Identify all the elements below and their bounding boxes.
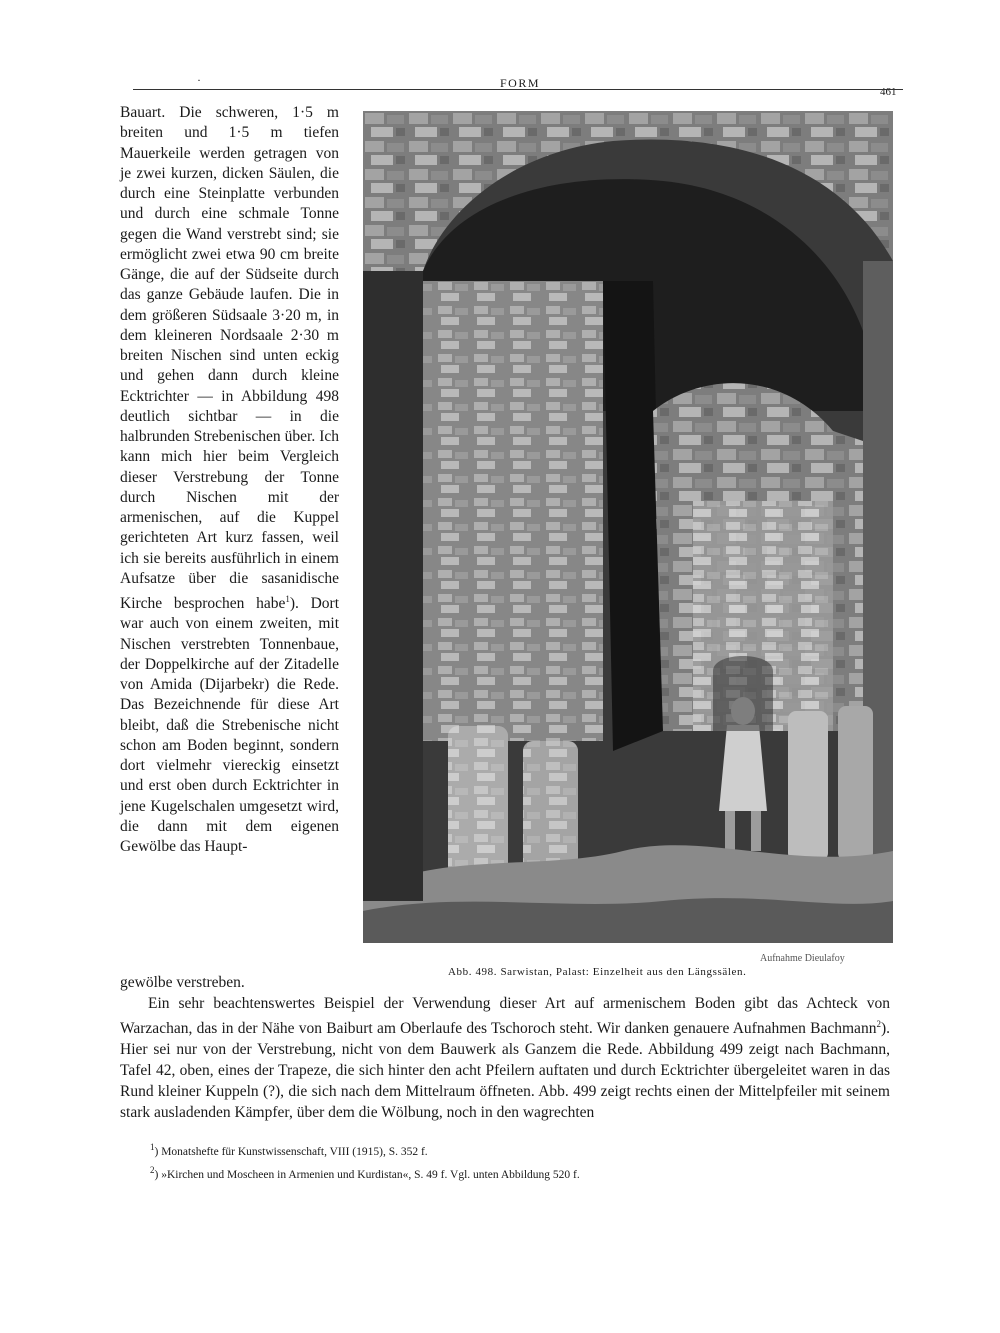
footnote-2-mark: 2	[150, 1164, 155, 1175]
running-head: FORM	[500, 76, 541, 90]
footnote-ref-2: 2	[876, 1019, 881, 1029]
page-number: 461	[880, 86, 897, 98]
left-text-part-2: ). Dort war auch von einem zweiten, mit Nischen verstrebten Tonnenbaue, der Doppelkirche auf der Zitadelle von Amida (Dijarbekr) die Rede. Das Bezeichnende für diese Art bleibt, daß die Strebenische nicht schon am Boden beginnt, sondern dort vielmehr viereckig einsetzt und erst oben durch Ecktrichter in jene Kugelschalen umgesetzt wird, die dann mit dem eigenen Gewölbe das Haupt-	[120, 595, 340, 856]
figure-caption: Abb. 498. Sarwistan, Palast: Einzelheit aus den Längssälen.	[448, 966, 747, 978]
photo-ruin-illustration	[363, 111, 893, 943]
paragraph-text-part-1: Ein sehr beachtenswertes Beispiel der Verwendung dieser Art auf armenischem Boden gibt das Achteck von Warzachan, das in der Nähe von Baiburt am Oberlaufe des Tschoroch steht. Wir danken genauere Aufnahmen Bachmann	[120, 995, 890, 1038]
footnotes	[150, 1138, 580, 1184]
header-dot: ·	[197, 73, 201, 87]
photo-figure-ruin	[363, 111, 893, 943]
photo-credit: Aufnahme Dieulafoy	[760, 953, 845, 964]
footnote-2-text: ) »Kirchen und Moscheen in Armenien und Kurdistan«, S. 49 f. Vgl. unten Abbildung 520 f.	[154, 1168, 580, 1181]
full-width-paragraph	[120, 993, 890, 1123]
header-rule	[133, 89, 903, 90]
footnote-2	[150, 1161, 580, 1184]
footnote-1-text: ) Monatshefte für Kunstwissenschaft, VIII (1915), S. 352 f.	[154, 1145, 428, 1158]
left-text-part-1: Bauart. Die schweren, 1·5 m breiten und 1·5 m tiefen Mauerkeile werden getragen von je zwei kurzen, dicken Säulen, die durch eine Steinplatte verbunden und durch eine schmale Tonne gegen die Wand verstrebt sind; sie ermöglicht zwei etwa 90 cm breite Gänge, die auf der Südseite durch das ganze Gebäude laufen. Die in dem größeren Südsaale 3·20 m, in dem kleineren Nordsaale 2·30 m breiten Nischen sind unten eckig und gehen dann durch kleine Ecktrichter — in Abbildung 498 deutlich sichtbar — in die halbrunden Strebenischen über. Ich kann mich hier beim Vergleich dieser Verstrebung der Tonne durch Nischen mit der armenischen, auf die Kuppel gerichteten Art kurz fassen, weil ich sie bereits ausführlich in einem Aufsatze über die sasanidische Kirche besprochen habe	[120, 104, 339, 613]
footnote-1-mark: 1	[150, 1142, 155, 1152]
paragraph-warzachan	[120, 993, 890, 1123]
paragraph-text-part-2: ). Hier sei nur von der Verstrebung, nicht von dem Bauwerk als Ganzem die Rede. Abbildung 499 zeigt nach Bachmann, Tafel 42, oben, eines der Trapeze, die sich hinter den acht Pfeilern auftaten und durch Ecktrichter übergeleitet waren in das Rund kleiner Kuppeln (?), die sich nach dem Mittelraum öffneten. Abb. 499 zeigt rechts einen der Mittelpfeiler mit seinem stark ausladenden Kämpfer, über dem die Wölbung, noch in den wagrechten	[120, 1020, 890, 1122]
footnote-1	[150, 1138, 580, 1161]
footnote-ref-1: 1	[285, 594, 290, 604]
left-column-last-line: gewölbe verstreben.	[120, 974, 245, 991]
left-column-text	[120, 103, 339, 857]
